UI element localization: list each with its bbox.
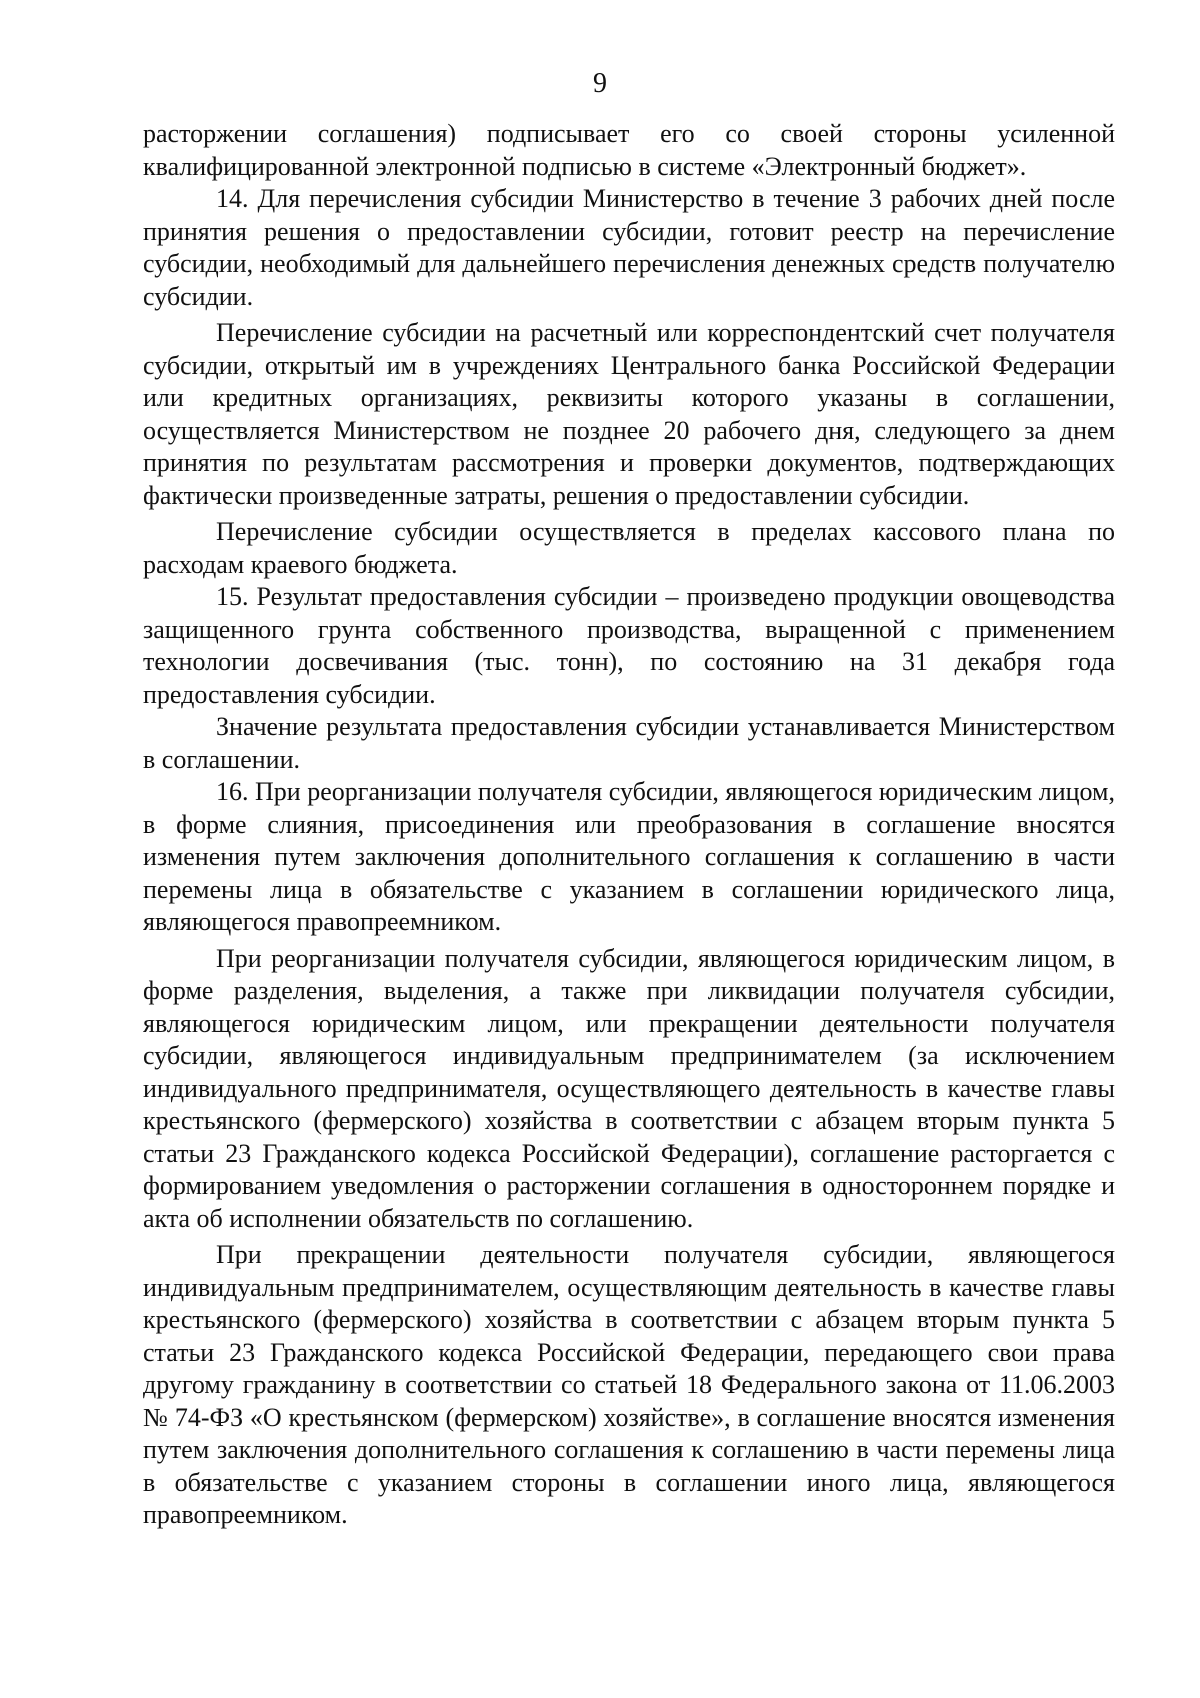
paragraph-item-15: 15. Результат предоставления субсидии – произведено продукции овощеводства защищенного грунта собственного производства, выращенной с применением технологии досвечивания (тыс. тонн), по состоянию на 31 декабря года предоставления субсидии. <box>143 582 1115 709</box>
paragraph-item-16: 16. При реорганизации получателя субсидии, являющегося юридическим лицом, в форме слияния, присоединения или преобразования в соглашение вносятся изменения путем заключения дополнительного соглашения к соглашению в части перемены лица в обязательстве с указанием в соглашении юридического лица, являющегося правопреемником. <box>143 777 1115 936</box>
paragraph-result-value: Значение результата предоставления субсидии устанавливается Министерством в соглашении. <box>143 712 1115 774</box>
paragraph-item-14: 14. Для перечисления субсидии Министерство в течение 3 рабочих дней после принятия решения о предоставлении субсидии, готовит реестр на перечисление субсидии, необходимый для дальнейшего перечисления денежных средств получателю субсидии. <box>143 184 1115 311</box>
paragraph-termination: При прекращении деятельности получателя субсидии, являющегося индивидуальным предпринимателем, осуществляющим деятельность в качестве главы крестьянского (фермерского) хозяйства в соответствии с абзацем вторым пункта 5 статьи 23 Гражданского кодекса Российской Федерации, передающего свои права другому гражданину в соответствии со статьей 18 Федерального закона от 11.06.2003 № 74-ФЗ «О крестьянском (фермерском) хозяйстве», в соглашение вносятся изменения путем заключения дополнительного соглашения к соглашению в части перемены лица в обязательстве с указанием стороны в соглашении иного лица, являющегося правопреемником. <box>143 1240 1115 1529</box>
paragraph-reorganization: При реорганизации получателя субсидии, являющегося юридическим лицом, в форме разделения, выделения, а также при ликвидации получателя субсидии, являющегося юридическим лицом, или прекращении деятельности получателя субсидии, являющегося индивидуальным предпринимателем (за исключением индивидуального предпринимателя, осуществляющего деятельность в качестве главы крестьянского (фермерского) хозяйства в соответствии с абзацем вторым пункта 5 статьи 23 Гражданского кодекса Российской Федерации), соглашение расторгается с формированием уведомления о расторжении соглашения в одностороннем порядке и акта об исполнении обязательств по соглашению. <box>143 943 1115 1233</box>
paragraph-transfer: Перечисление субсидии на расчетный или корреспондентский счет получателя субсидии, открытый им в учреждениях Центрального банка Российской Федерации или кредитных организациях, реквизиты которого указаны в соглашении, осуществляется Министерством не позднее 20 рабочего дня, следующего за днем принятия по результатам рассмотрения и проверки документов, подтверждающих фактически произведенные затраты, решения о предоставлении субсидии. <box>143 318 1115 510</box>
page-number: 9 <box>593 68 607 99</box>
paragraph-cash-plan: Перечисление субсидии осуществляется в пределах кассового плана по расходам краевого бюджета. <box>143 517 1115 579</box>
paragraph-continuation: расторжении соглашения) подписывает его со своей стороны усиленной квалифицированной электронной подписью в системе «Электронный бюджет». <box>143 119 1115 181</box>
document-body <box>143 118 1115 1532</box>
